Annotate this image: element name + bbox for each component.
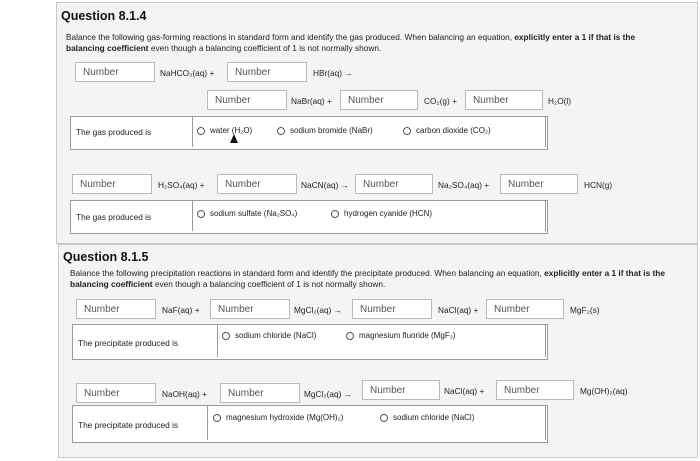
gas-answer-label-1: The gas produced is [76, 127, 152, 137]
option-label: sodium chloride (NaCl) [235, 331, 317, 340]
species-naf: NaF(aq) + [162, 305, 200, 315]
option-sodium-sulfate[interactable] [197, 209, 297, 218]
species-co2: CO₂(g) + [424, 96, 457, 106]
instructions-text: Balance the following precipitation reactions in standard form and identify the precipitate produced. When balancing an equation, [70, 268, 545, 278]
coefficient-input-4[interactable]: Number [340, 90, 418, 110]
species-naoh: NaOH(aq) + [162, 389, 207, 399]
option-label: water (H₂O) [210, 126, 253, 135]
species-na2so4: Na₂SO₄(aq) + [438, 180, 490, 190]
coefficient-input-3[interactable]: Number [207, 90, 287, 110]
coefficient-input-1[interactable]: Number [75, 62, 155, 82]
instructions-emphasis: explicitly enter a 1 if that is the balancing coefficient [70, 268, 665, 289]
precipitate-answer-label-1: The precipitate produced is [78, 338, 179, 348]
coefficient-input-13[interactable]: Number [486, 299, 564, 319]
option-magnesium-hydroxide[interactable] [213, 413, 343, 422]
radio-icon[interactable] [197, 127, 205, 135]
species-hcn: HCN(g) [584, 180, 613, 190]
species-nabr: NaBr(aq) + [291, 96, 332, 106]
radio-icon[interactable] [403, 127, 411, 135]
instructions-emphasis: explicitly enter a 1 if that is the balancing coefficient [66, 32, 636, 53]
question-8-1-5-instructions [70, 268, 670, 290]
radio-icon[interactable] [277, 127, 285, 135]
coefficient-input-10[interactable]: Number [76, 299, 156, 319]
coefficient-input-16[interactable]: Number [362, 380, 440, 400]
option-label: sodium chloride (NaCl) [393, 413, 475, 422]
option-label: carbon dioxide (CO₂) [416, 126, 491, 135]
species-h2o: H₂O(l) [548, 96, 572, 106]
radio-icon[interactable] [222, 332, 230, 340]
radio-icon[interactable] [346, 332, 354, 340]
coefficient-input-15[interactable]: Number [220, 383, 300, 403]
species-nahco3: NaHCO₃(aq) + [160, 68, 215, 78]
option-magnesium-fluoride[interactable] [346, 331, 455, 340]
question-8-1-4-instructions [66, 32, 666, 54]
mouse-cursor-icon [230, 134, 238, 143]
precipitate-answer-label-2: The precipitate produced is [78, 420, 179, 430]
question-8-1-4-title: Question 8.1.4 [61, 9, 147, 23]
precipitate-options-2 [207, 406, 546, 440]
coefficient-input-11[interactable]: Number [210, 299, 290, 319]
coefficient-input-5[interactable]: Number [465, 90, 543, 110]
radio-icon[interactable] [197, 210, 205, 218]
species-mgf2: MgF₂(s) [570, 305, 600, 315]
option-sodium-bromide[interactable] [277, 126, 373, 135]
coefficient-input-9[interactable]: Number [500, 174, 578, 194]
option-label: hydrogen cyanide (HCN) [344, 209, 433, 218]
species-nacl-2: NaCl(aq) + [444, 386, 485, 396]
gas-answer-label-2: The gas produced is [76, 212, 152, 222]
species-nacl: NaCl(aq) + [438, 305, 479, 315]
instructions-text: Balance the following gas-forming reactions in standard form and identify the gas produced. When balancing an equation, [66, 32, 515, 42]
radio-icon[interactable] [380, 414, 388, 422]
radio-icon[interactable] [213, 414, 221, 422]
option-label: sodium bromide (NaBr) [290, 126, 373, 135]
coefficient-input-12[interactable]: Number [352, 299, 432, 319]
question-8-1-5-title: Question 8.1.5 [63, 250, 149, 264]
option-water[interactable] [197, 126, 252, 135]
option-carbon-dioxide[interactable] [403, 126, 491, 135]
option-label: sodium sulfate (Na₂SO₄) [210, 209, 298, 218]
species-nacn: NaCN(aq) → [301, 180, 349, 190]
coefficient-input-8[interactable]: Number [355, 174, 433, 194]
species-mgcl2-2: MgCl₂(aq) → [304, 389, 352, 399]
precipitate-options-1 [217, 325, 546, 357]
option-hydrogen-cyanide[interactable] [331, 209, 432, 218]
species-mgcl2: MgCl₂(aq) → [294, 305, 342, 315]
coefficient-input-6[interactable]: Number [72, 174, 152, 194]
coefficient-input-14[interactable]: Number [76, 383, 156, 403]
option-sodium-chloride[interactable] [222, 331, 316, 340]
option-sodium-chloride-2[interactable] [380, 413, 474, 422]
option-label: magnesium fluoride (MgF₂) [359, 331, 456, 340]
coefficient-input-2[interactable]: Number [227, 62, 307, 82]
instructions-text-end: even though a balancing coefficient of 1 is not normally shown. [148, 43, 382, 53]
species-hbr: HBr(aq) → [313, 68, 353, 78]
instructions-text-end: even though a balancing coefficient of 1 is not normally shown. [152, 279, 386, 289]
radio-icon[interactable] [331, 210, 339, 218]
species-mgoh2: Mg(OH)₂(aq) [580, 386, 628, 396]
species-h2so4: H₂SO₄(aq) + [158, 180, 205, 190]
coefficient-input-7[interactable]: Number [217, 174, 297, 194]
coefficient-input-17[interactable]: Number [496, 380, 574, 400]
option-label: magnesium hydroxide (Mg(OH)₂) [226, 413, 344, 422]
